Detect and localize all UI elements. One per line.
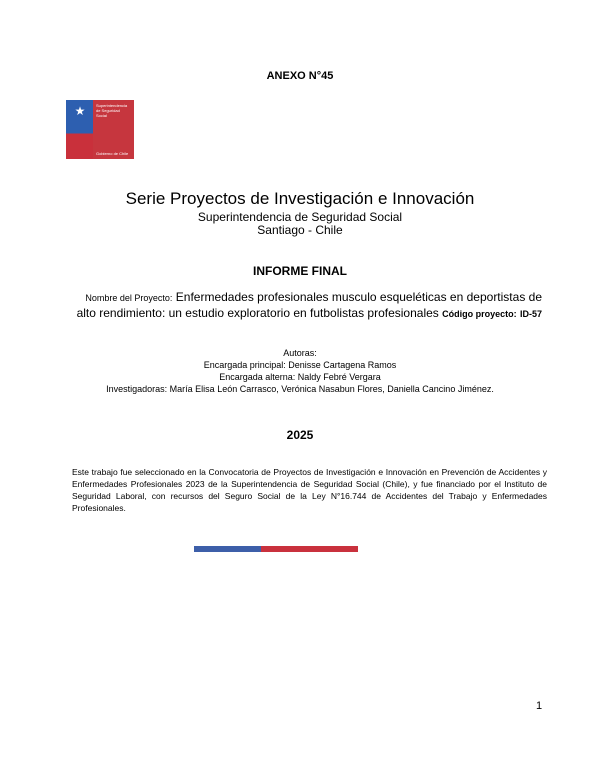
project-name-label: Nombre del Proyecto: [85, 293, 173, 303]
logo-line-3: Social [96, 113, 107, 118]
authors-heading: Autoras: [283, 348, 317, 358]
color-band [194, 546, 358, 552]
report-type: INFORME FINAL [253, 264, 347, 278]
author-principal: Encargada principal: Denisse Cartagena Ramos [203, 360, 397, 370]
series-title: Serie Proyectos de Investigación e Innovación [125, 189, 475, 208]
authors-block [0, 347, 600, 395]
project-name: Enfermedades profesionales musculo esqueléticas en deportistas de alto rendimiento: un estudio exploratorio en futbolistas profesionales [76, 290, 542, 320]
page-number: 1 [536, 700, 543, 712]
funding-paragraph: Este trabajo fue seleccionado en la Convocatoria de Proyectos de Investigación e Innovación en Prevención de Accidentes y Enfermedades Profesionales 2023 de la Superintendencia de Seguridad Social (Chile), y fue financiado por el Instituto de Seguridad Laboral, con recursos del Seguro Social de la Ley N°16.744 de Accidentes del Trabajo y Enfermedades Profesionales. [72, 467, 547, 513]
logo-flag-panel [66, 100, 93, 159]
logo-government: Gobierno de Chile [96, 151, 129, 156]
star-icon: ★ [74, 104, 86, 118]
author-investigadoras: Investigadoras: María Elisa León Carrasco, Verónica Nasabun Flores, Daniella Cancino Jiménez. [106, 384, 494, 394]
project-code: ID-57 [519, 309, 542, 319]
logo-line-2: de Seguridad [96, 108, 120, 113]
logo-line-1: Superintendencia [96, 103, 128, 108]
annex-number: ANEXO N°45 [266, 70, 334, 82]
project-code-label: Código proyecto: [442, 309, 517, 319]
color-band-blue [194, 546, 261, 552]
superintendencia-logo [66, 100, 134, 159]
project-block [72, 290, 542, 322]
author-alterna: Encargada alterna: Naldy Febré Vergara [219, 372, 381, 382]
logo-text-panel [93, 100, 134, 159]
report-year: 2025 [286, 428, 314, 442]
series-location: Santiago - Chile [257, 223, 343, 237]
color-band-red [261, 546, 358, 552]
series-subtitle: Superintendencia de Seguridad Social [197, 210, 403, 224]
